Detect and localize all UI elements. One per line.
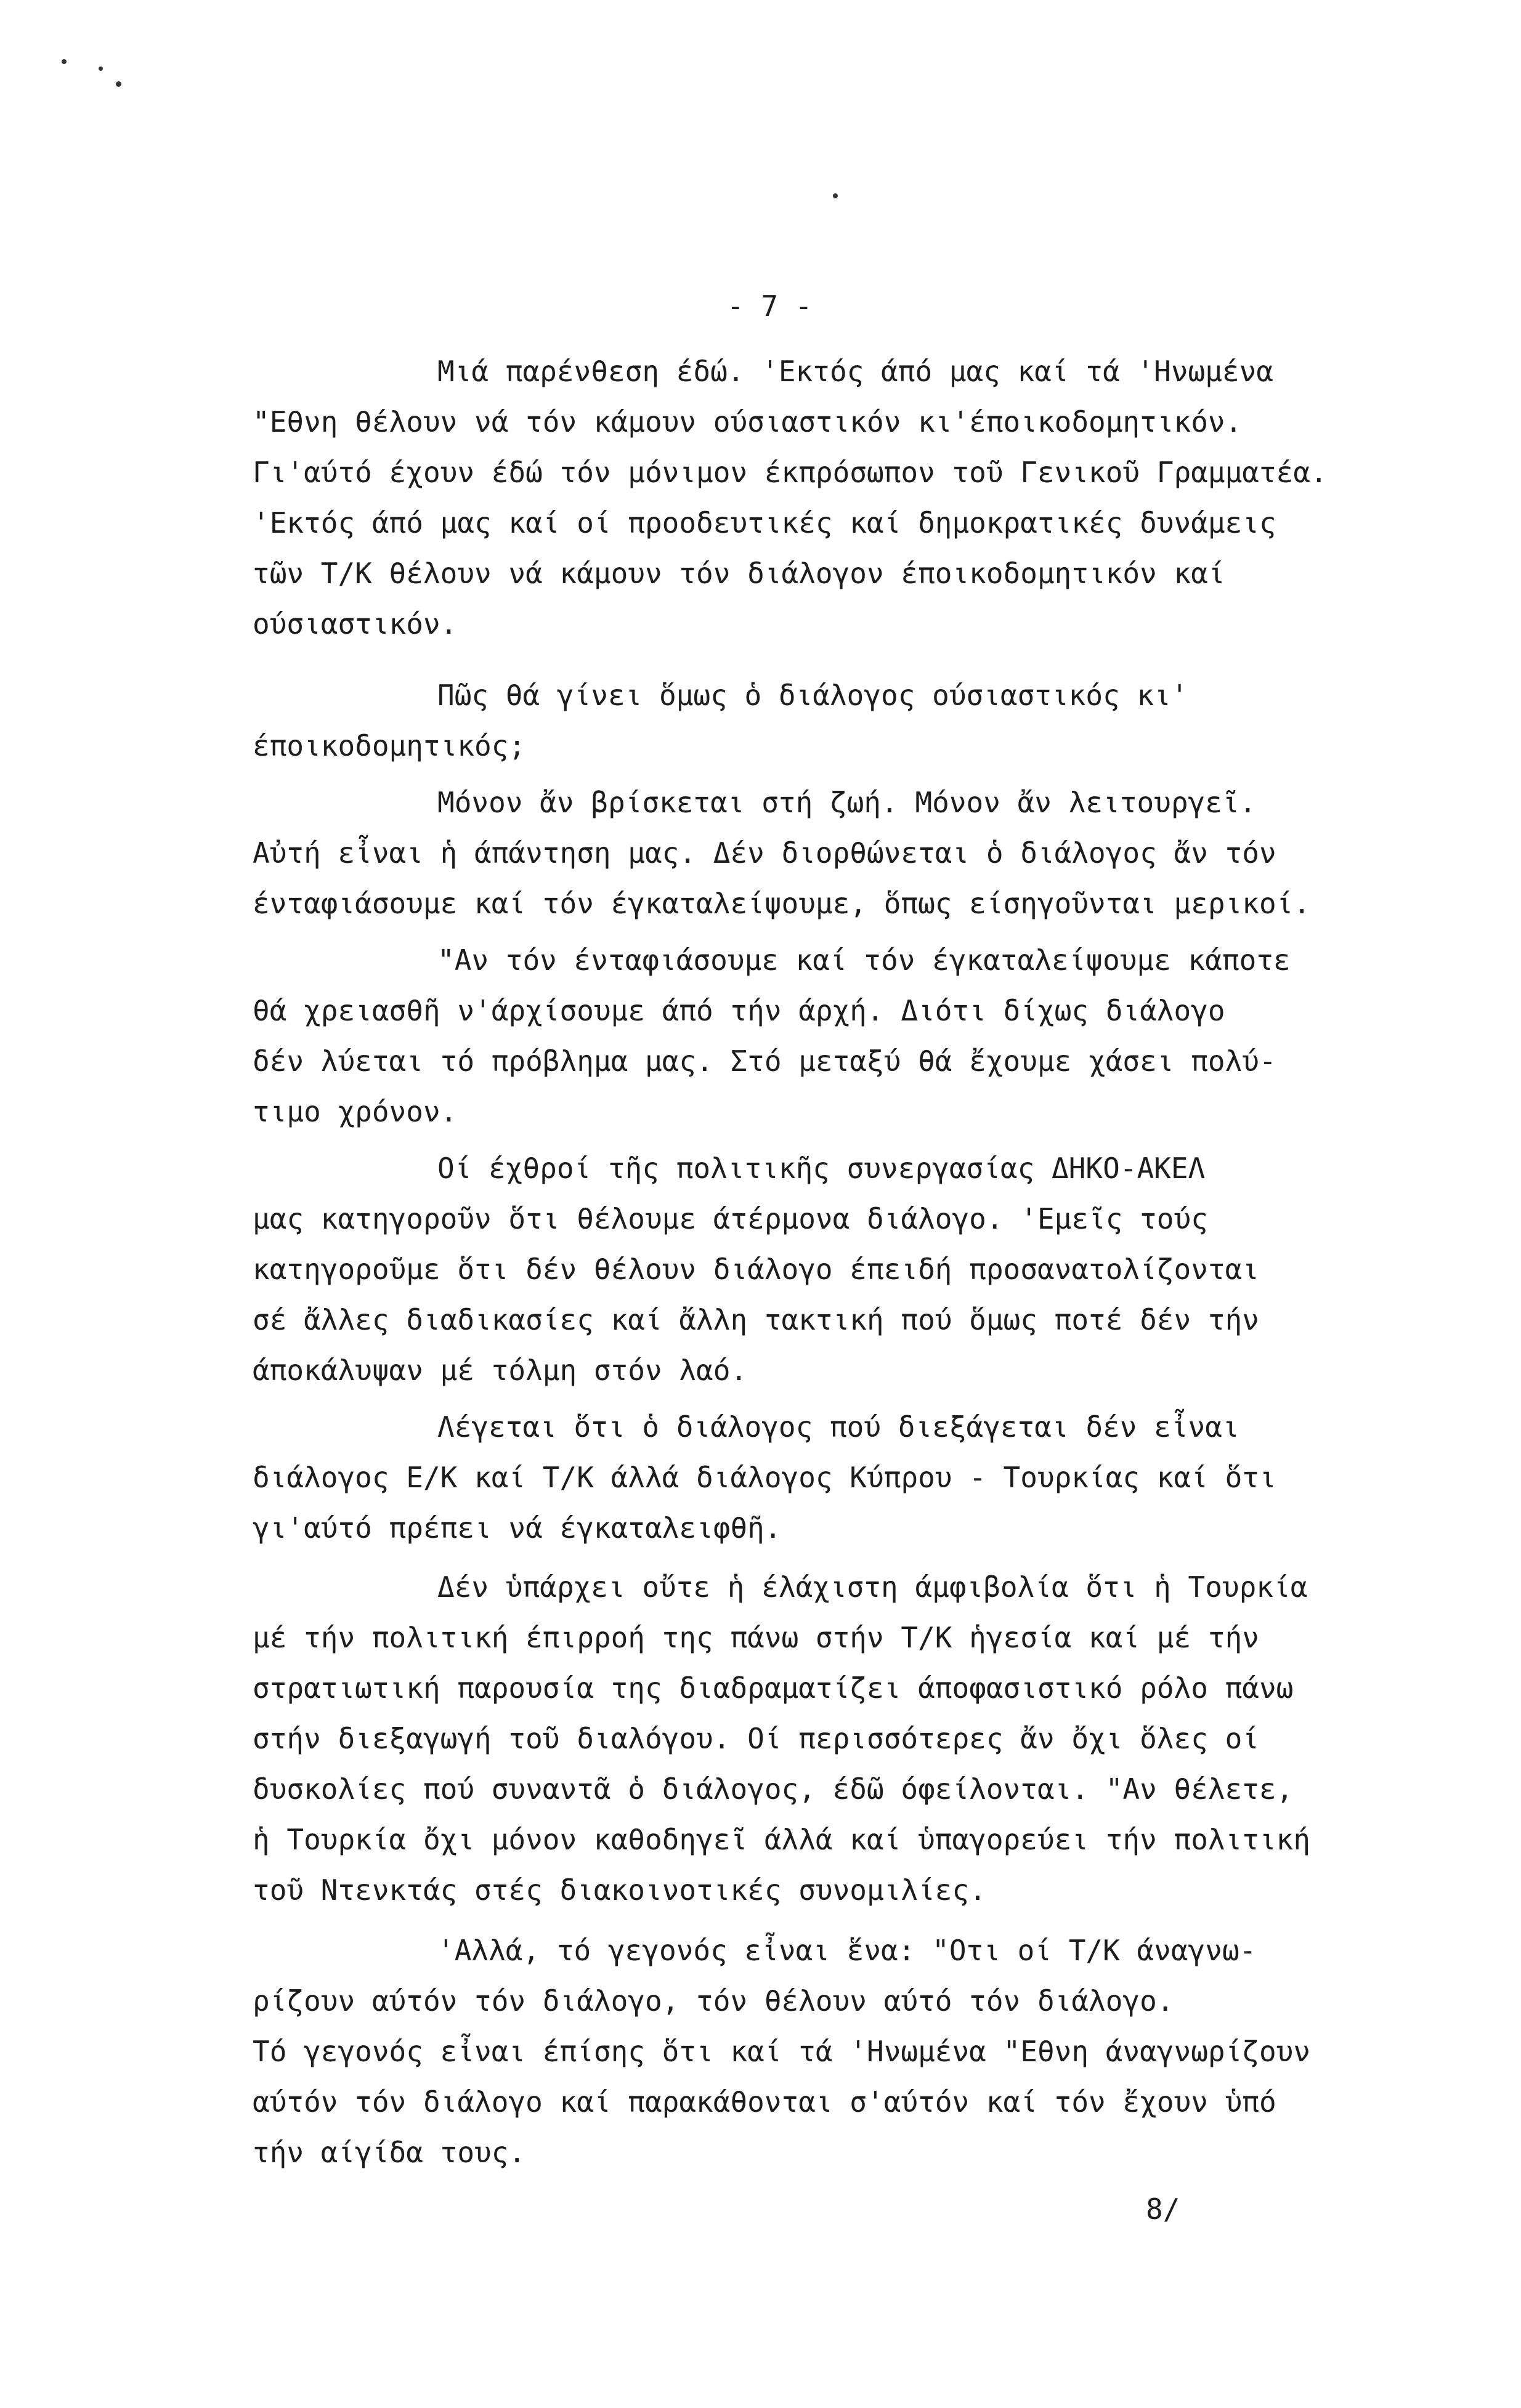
text-line: άποκάλυψαν μέ τόλμη στόν λαό. (253, 1354, 748, 1387)
text-line: "Αν τόν ένταφιάσουμε καί τόν έγκαταλείψουμε κάποτε (437, 943, 1291, 977)
text-line: Δέν ὑπάρχει οὔτε ἡ έλάχιστη άμφιβολία ὅτι ἡ Τουρκία (437, 1570, 1308, 1604)
text-line: μας κατηγοροῦν ὅτι θέλουμε άτέρμονα διάλογο. 'Εμεῖς τούς (253, 1202, 1208, 1235)
text-line: τιμο χρόνον. (253, 1095, 458, 1128)
text-line: ρίζουν αύτόν τόν διάλογο, τόν θέλουν αύτό τόν διάλογο. (253, 1984, 1174, 2018)
text-line: διάλογος Ε/Κ καί Τ/Κ άλλά διάλογος Κύπρου - Τουρκίας καί ὅτι (253, 1461, 1276, 1494)
paragraph (253, 346, 1405, 649)
text-line: στρατιωτική παρουσία της διαδραματίζει άποφασιστικό ρόλο πάνω (253, 1671, 1294, 1705)
text-line: Λέγεται ὅτι ὁ διάλογος πού διεξάγεται δέν εἶναι (437, 1410, 1239, 1444)
paragraph (253, 670, 1405, 771)
text-line: Μιά παρένθεση έδώ. 'Εκτός άπό μας καί τά 'Ηνωμένα (437, 355, 1274, 388)
scan-speck (833, 193, 838, 198)
text-line: δέν λύεται τό πρόβλημα μας. Στό μεταξύ θά ἔχουμε χάσει πολύ- (253, 1044, 1276, 1078)
text-line: Πῶς θά γίνει ὅμως ὁ διάλογος ούσιαστικός κι' (437, 679, 1188, 712)
text-line: "Εθνη θέλουν νά τόν κάμουν ούσιαστικόν κι'έποικοδομητικόν. (253, 405, 1243, 438)
page-number: - 7 - (727, 289, 813, 323)
text-line: στήν διεξαγωγή τοῦ διαλόγου. Οί περισσότερες ἄν ὄχι ὅλες οί (253, 1722, 1259, 1755)
text-line: τῶν Τ/Κ θέλουν νά κάμουν τόν διάλογον έποικοδομητικόν καί (253, 557, 1225, 590)
text-line: Οί έχθροί τῆς πολιτικῆς συνεργασίας ΔΗΚΟ-ΑΚΕΛ (437, 1152, 1206, 1185)
text-line: γι'αύτό πρέπει νά έγκαταλειφθῆ. (253, 1511, 782, 1545)
text-line: Μόνον ἄν βρίσκεται στή ζωή. Μόνον ἄν λειτουργεῖ. (437, 786, 1257, 819)
paragraph (253, 935, 1405, 1137)
scan-speck (116, 81, 121, 87)
paragraph (253, 1562, 1405, 1915)
text-line: ένταφιάσουμε καί τόν έγκαταλείψουμε, ὅπως είσηγοῦνται μερικοί. (253, 887, 1311, 920)
text-line: μέ τήν πολιτική έπιρροή της πάνω στήν Τ/Κ ἡγεσία καί μέ τήν (253, 1621, 1259, 1654)
scan-speck (99, 67, 103, 71)
text-line: ούσιαστικόν. (253, 607, 458, 640)
text-line: κατηγοροῦμε ὅτι δέν θέλουν διάλογο έπειδή προσανατολίζονται (253, 1253, 1259, 1286)
continuation-marker: 8/ (1146, 2192, 1180, 2226)
text-line: Αὐτή εἶναι ἡ άπάντηση μας. Δέν διορθώνεται ὁ διάλογος ἄν τόν (253, 836, 1276, 870)
text-line: 'Αλλά, τό γεγονός εἶναι ἕνα: "Οτι οί Τ/Κ άναγνω- (437, 1934, 1257, 1967)
text-line: έποικοδομητικός; (253, 729, 526, 762)
paragraph (253, 1925, 1405, 2178)
text-line: τήν αίγίδα τους. (253, 2136, 526, 2169)
text-line: Τό γεγονός εἶναι έπίσης ὅτι καί τά 'Ηνωμένα "Εθνη άναγνωρίζουν (253, 2035, 1311, 2068)
paragraph (253, 777, 1405, 929)
text-line: Γι'αύτό έχουν έδώ τόν μόνιμον έκπρόσωπον τοῦ Γενικοῦ Γραμματέα. (253, 456, 1328, 489)
paragraph (253, 1402, 1405, 1553)
text-line: σέ ἄλλες διαδικασίες καί ἄλλη τακτική πού ὅμως ποτέ δέν τήν (253, 1303, 1259, 1336)
paragraph (253, 1143, 1405, 1396)
text-line: τοῦ Ντενκτάς στές διακοινοτικές συνομιλίες. (253, 1873, 986, 1907)
text-line: ἡ Τουρκία ὄχι μόνον καθοδηγεῖ άλλά καί ὑπαγορεύει τήν πολιτική (253, 1823, 1311, 1856)
text-line: αύτόν τόν διάλογο καί παρακάθονται σ'αύτόν καί τόν ἔχουν ὑπό (253, 2085, 1276, 2119)
text-line: 'Εκτός άπό μας καί οί προοδευτικές καί δημοκρατικές δυνάμεις (253, 506, 1276, 539)
scan-speck (62, 59, 67, 64)
text-line: δυσκολίες πού συναντᾶ ὁ διάλογος, έδῶ όφείλονται. "Αν θέλετε, (253, 1772, 1294, 1806)
text-line: θά χρειασθῆ ν'άρχίσουμε άπό τήν άρχή. Διότι δίχως διάλογο (253, 994, 1225, 1027)
